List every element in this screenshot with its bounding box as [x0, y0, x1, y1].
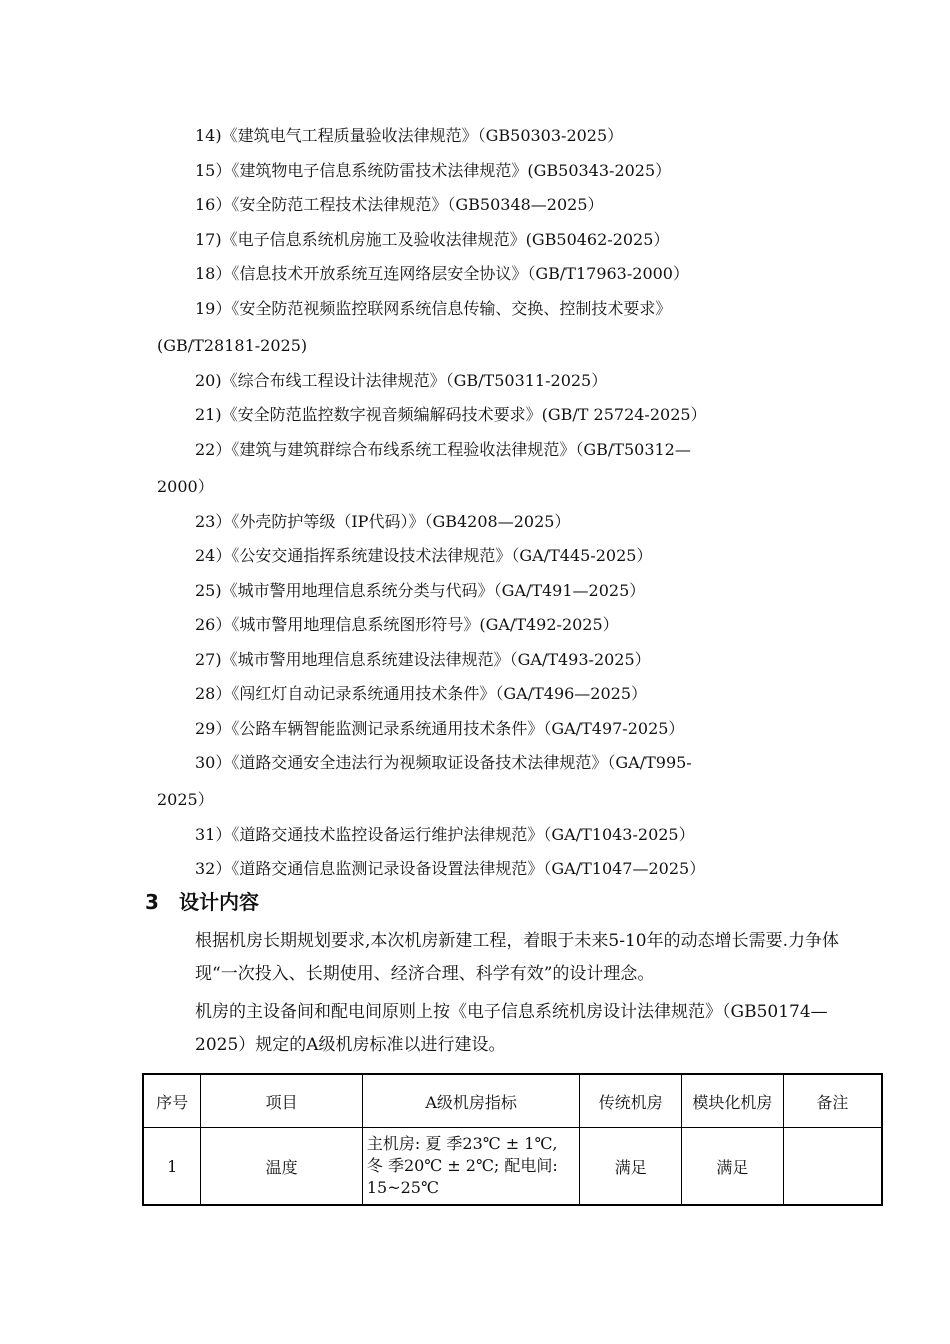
- column-header: 传统机房: [580, 1074, 682, 1128]
- table-cell: 主机房: 夏 季23℃ ± 1℃, 冬 季20℃ ± 2℃; 配电间: 15~25℃: [362, 1128, 579, 1206]
- spec-table: [142, 1073, 883, 1206]
- reference-item: 31）《道路交通技术监控设备运行维护法律规范》（GA/T1043-2025）: [195, 825, 695, 844]
- reference-item: 24）《公安交通指挥系统建设技术法律规范》（GA/T445-2025）: [195, 546, 653, 565]
- reference-item: 21)《安全防范监控数字视音频编解码技术要求》(GB/T 25724-2025）: [195, 405, 707, 424]
- paragraph: 机房的主设备间和配电间原则上按《电子信息系统机房设计法律规范》（GB50174—2025）规定的A级机房标准以进行建设。: [195, 1002, 828, 1055]
- reference-item: 29）《公路车辆智能监测记录系统通用技术条件》（GA/T497-2025）: [195, 719, 685, 738]
- reference-item: 14)《建筑电气工程质量验收法律规范》（GB50303-2025）: [195, 126, 624, 145]
- reference-item: 19）《安全防范视频监控联网系统信息传输、交换、控制技术要求》: [195, 299, 672, 318]
- column-header: 项目: [201, 1074, 362, 1128]
- column-header: A级机房指标: [362, 1074, 579, 1128]
- paragraph: 根据机房长期规划要求,本次机房新建工程，着眼于未来5-10年的动态增长需要.力争体现“一次投入、长期使用、经济合理、科学有效”的设计理念。: [195, 931, 839, 984]
- table-cell: 温度: [201, 1128, 362, 1206]
- column-header: 序号: [143, 1074, 201, 1128]
- reference-item: 23）《外壳防护等级（IP代码）》（GB4208—2025）: [195, 512, 571, 531]
- reference-item-continuation: 2000）: [157, 477, 214, 496]
- section-title: 设计内容: [179, 890, 259, 914]
- reference-item: 28）《闯红灯自动记录系统通用技术条件》（GA/T496—2025）: [195, 684, 648, 703]
- reference-item: 27)《城市警用地理信息系统建设法律规范》（GA/T493-2025）: [195, 650, 651, 669]
- table-cell: 满足: [580, 1128, 682, 1206]
- reference-item: 15）《建筑物电子信息系统防雷技术法律规范》(GB50343-2025）: [195, 161, 672, 180]
- table-cell: [783, 1128, 882, 1206]
- section-heading: [145, 888, 259, 916]
- reference-item-continuation: 2025）: [157, 790, 214, 809]
- section-number: 3: [145, 890, 159, 914]
- reference-item: 26）《城市警用地理信息系统图形符号》(GA/T492-2025）: [195, 615, 619, 634]
- table-row: [143, 1128, 882, 1206]
- reference-item: 17)《电子信息系统机房施工及验收法律规范》(GB50462-2025）: [195, 230, 670, 249]
- reference-item-continuation: (GB/T28181-2025): [157, 336, 308, 355]
- reference-item: 18）《信息技术开放系统互连网络层安全协议》（GB/T17963-2000）: [195, 264, 689, 283]
- reference-item: 32）《道路交通信息监测记录设备设置法律规范》（GA/T1047—2025）: [195, 859, 706, 878]
- reference-item: 20)《综合布线工程设计法律规范》（GB/T50311-2025）: [195, 371, 608, 390]
- column-header: 备注: [783, 1074, 882, 1128]
- reference-item: 25)《城市警用地理信息系统分类与代码》（GA/T491—2025）: [195, 581, 646, 600]
- table-cell: 1: [143, 1128, 201, 1206]
- column-header: 模块化机房: [682, 1074, 784, 1128]
- reference-item: 16）《安全防范工程技术法律规范》（GB50348—2025）: [195, 195, 604, 214]
- table-cell: 满足: [682, 1128, 784, 1206]
- reference-item: 22）《建筑与建筑群综合布线系统工程验收法律规范》（GB/T50312—: [195, 440, 691, 459]
- reference-item: 30）《道路交通安全违法行为视频取证设备技术法律规范》（GA/T995-: [195, 753, 692, 772]
- table-header-row: [143, 1074, 882, 1128]
